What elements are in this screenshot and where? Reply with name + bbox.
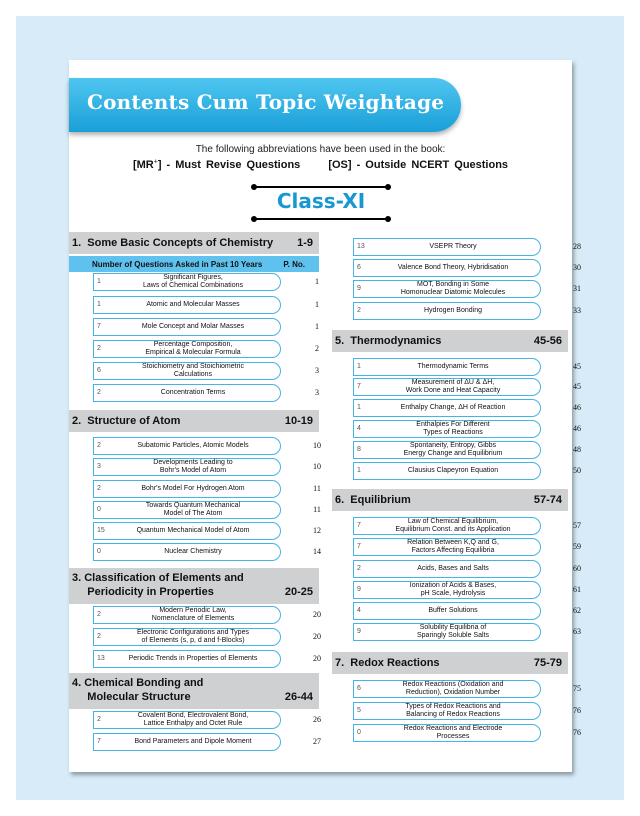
question-count: 4 bbox=[357, 607, 361, 614]
topic-title: Acids, Bases and Salts bbox=[417, 565, 489, 572]
topic-title: Towards Quantum Mechanical Model of The Atom bbox=[145, 502, 241, 517]
topic-title: Law of Chemical Equilibrium, Equilibrium Const. and its Application bbox=[395, 518, 511, 533]
page-number: 10 bbox=[313, 441, 321, 450]
question-count: 5 bbox=[357, 707, 361, 714]
question-count: 2 bbox=[97, 716, 101, 723]
column-header-count: Number of Questions Asked in Past 10 Years bbox=[92, 260, 263, 269]
topic-title: MOT, Bonding in Some Homonuclear Diatomic Molecules bbox=[400, 281, 506, 296]
topic-pill bbox=[93, 628, 281, 646]
title-banner bbox=[69, 78, 461, 132]
topic-title: Developments Leading to Bohr's Model of Atom bbox=[153, 459, 233, 474]
question-count: 1 bbox=[357, 467, 361, 474]
abbreviations-intro: The following abbreviations have been used in the book: bbox=[195, 144, 446, 155]
page-number: 76 bbox=[573, 706, 581, 715]
topic-title: Bohr's Model For Hydrogen Atom bbox=[141, 485, 245, 492]
topic-title: Buffer Solutions bbox=[428, 607, 478, 614]
question-count: 7 bbox=[357, 383, 361, 390]
topic-title: Stoichiometry and Stoichiometric Calculations bbox=[142, 363, 244, 378]
question-count: 7 bbox=[357, 522, 361, 529]
page-number: 62 bbox=[573, 606, 581, 615]
topic-pill bbox=[93, 650, 281, 668]
topic-pill bbox=[353, 602, 541, 620]
topic-row bbox=[353, 623, 593, 641]
topic-row bbox=[93, 628, 333, 646]
section-title: 2. Structure of Atom bbox=[72, 415, 181, 427]
topic-pill bbox=[353, 623, 541, 641]
question-count: 2 bbox=[97, 442, 101, 449]
question-count: 2 bbox=[97, 345, 101, 352]
topic-row bbox=[93, 384, 333, 402]
topic-row bbox=[93, 296, 333, 314]
page-number: 20 bbox=[313, 610, 321, 619]
question-count: 0 bbox=[357, 729, 361, 736]
topic-pill bbox=[93, 480, 281, 498]
topic-pill bbox=[93, 501, 281, 519]
topic-title: Relation Between K,Q and G, Factors Affecting Equilibria bbox=[407, 539, 499, 554]
question-count: 1 bbox=[357, 404, 361, 411]
topic-row bbox=[353, 724, 593, 742]
question-count: 13 bbox=[357, 243, 365, 250]
section-page-range: 1-9 bbox=[297, 237, 313, 249]
question-count: 2 bbox=[97, 611, 101, 618]
topic-row bbox=[353, 538, 593, 556]
topic-pill bbox=[353, 399, 541, 417]
topic-pill bbox=[93, 458, 281, 476]
abbreviations-list bbox=[69, 158, 572, 171]
topic-title: Nuclear Chemistry bbox=[164, 548, 222, 555]
page-number: 14 bbox=[313, 547, 321, 556]
topic-row bbox=[353, 420, 593, 438]
topic-row bbox=[93, 606, 333, 624]
topic-pill bbox=[353, 238, 541, 256]
question-count: 2 bbox=[97, 389, 101, 396]
topic-pill bbox=[353, 302, 541, 320]
page-number: 30 bbox=[573, 263, 581, 272]
topic-row bbox=[353, 680, 593, 698]
topic-title: Significant Figures, Laws of Chemical Combinations bbox=[143, 274, 243, 289]
topic-pill bbox=[353, 680, 541, 698]
abbr-os: [OS] - Outside NCERT Questions bbox=[328, 158, 509, 171]
page-number: 45 bbox=[573, 382, 581, 391]
page-number: 59 bbox=[573, 542, 581, 551]
question-count: 9 bbox=[357, 628, 361, 635]
topic-row bbox=[353, 358, 593, 376]
topic-pill bbox=[353, 538, 541, 556]
topic-title: Valence Bond Theory, Hybridisation bbox=[397, 264, 509, 271]
topic-pill bbox=[93, 296, 281, 314]
topic-row bbox=[353, 581, 593, 599]
topic-row bbox=[93, 543, 333, 561]
topic-row bbox=[353, 378, 593, 396]
divider-bottom bbox=[254, 218, 388, 220]
topic-title: Redox Reactions (Oxidation and Reduction), Oxidation Number bbox=[402, 681, 504, 696]
question-count: 15 bbox=[97, 527, 105, 534]
topic-row bbox=[353, 399, 593, 417]
topic-pill bbox=[353, 462, 541, 480]
topic-pill bbox=[353, 702, 541, 720]
topic-pill bbox=[353, 280, 541, 298]
contents-page bbox=[69, 60, 581, 772]
topic-title: Clausius Clapeyron Equation bbox=[407, 467, 499, 474]
divider-top bbox=[254, 186, 388, 188]
topic-row bbox=[353, 702, 593, 720]
column-header-page: P. No. bbox=[283, 260, 305, 269]
topic-pill bbox=[353, 358, 541, 376]
topic-row bbox=[93, 711, 333, 729]
topic-row bbox=[353, 238, 593, 256]
page-number: 10 bbox=[313, 462, 321, 471]
topic-pill bbox=[93, 522, 281, 540]
page-number: 20 bbox=[313, 654, 321, 663]
topic-row bbox=[353, 560, 593, 578]
page-number: 26 bbox=[313, 715, 321, 724]
page-number: 33 bbox=[573, 306, 581, 315]
topic-title: Bond Parameters and Dipole Moment bbox=[134, 738, 252, 745]
section-page-range: 75-79 bbox=[533, 657, 562, 669]
question-count: 0 bbox=[97, 506, 101, 513]
section-title: 6. Equilibrium bbox=[335, 494, 411, 506]
question-count: 4 bbox=[357, 425, 361, 432]
question-count: 9 bbox=[357, 586, 361, 593]
page-number: 3 bbox=[315, 388, 319, 397]
topic-row bbox=[93, 437, 333, 455]
class-title: Class-XI bbox=[276, 189, 366, 213]
topic-row bbox=[353, 259, 593, 277]
topic-row bbox=[93, 501, 333, 519]
topic-pill bbox=[93, 340, 281, 358]
topic-row bbox=[353, 302, 593, 320]
page-number: 60 bbox=[573, 564, 581, 573]
topic-pill bbox=[93, 437, 281, 455]
page-number: 75 bbox=[573, 684, 581, 693]
page-number: 2 bbox=[315, 344, 319, 353]
question-count: 6 bbox=[357, 264, 361, 271]
topic-row bbox=[93, 733, 333, 751]
page-number: 45 bbox=[573, 362, 581, 371]
section-header bbox=[332, 489, 568, 511]
section-page-range: 20-25 bbox=[284, 586, 313, 598]
page-number: 63 bbox=[573, 627, 581, 636]
topic-pill bbox=[353, 517, 541, 535]
page-number: 50 bbox=[573, 466, 581, 475]
topic-pill bbox=[93, 711, 281, 729]
topic-title: Ionization of Acids & Bases, pH Scale, Hydrolysis bbox=[409, 582, 497, 597]
page-number: 3 bbox=[315, 366, 319, 375]
question-count: 7 bbox=[97, 738, 101, 745]
abbr-mr: [MR+] - Must Revise Questions bbox=[132, 158, 301, 171]
topic-title: Mole Concept and Molar Masses bbox=[141, 323, 245, 330]
section-title: 1. Some Basic Concepts of Chemistry bbox=[72, 237, 274, 249]
page-number: 31 bbox=[573, 284, 581, 293]
question-count: 2 bbox=[357, 307, 361, 314]
topic-pill bbox=[93, 606, 281, 624]
page-number: 12 bbox=[313, 526, 321, 535]
page-number: 11 bbox=[313, 505, 321, 514]
topic-row bbox=[93, 480, 333, 498]
question-count: 9 bbox=[357, 285, 361, 292]
topic-title: Modern Periodic Law, Nomenclature of Elements bbox=[151, 607, 235, 622]
page-number: 76 bbox=[573, 728, 581, 737]
topic-title: Percentage Composition, Empirical & Molecular Formula bbox=[145, 341, 241, 356]
topic-title: Redox Reactions and Electrode Processes bbox=[403, 725, 503, 740]
question-count: 2 bbox=[357, 565, 361, 572]
question-count: 8 bbox=[357, 446, 361, 453]
topic-title: Measurement of ΔU & ΔH, Work Done and Heat Capacity bbox=[405, 379, 501, 394]
topic-title: Enthalpy Change, ΔH of Reaction bbox=[400, 404, 506, 411]
section-header bbox=[69, 410, 319, 432]
topic-title: Covalent Bond, Electrovalent Bond, Lattice Enthalpy and Octet Rule bbox=[137, 712, 249, 727]
page-number: 57 bbox=[573, 521, 581, 530]
page-number: 1 bbox=[315, 277, 319, 286]
topic-title: Periodic Trends in Properties of Elements bbox=[128, 655, 258, 662]
topic-title: Spontaneity, Entropy, Gibbs Energy Change and Equilibrium bbox=[403, 442, 503, 457]
question-count: 13 bbox=[97, 655, 105, 662]
topic-pill bbox=[93, 543, 281, 561]
topic-pill bbox=[353, 420, 541, 438]
question-count: 2 bbox=[97, 633, 101, 640]
page-number: 61 bbox=[573, 585, 581, 594]
question-count: 3 bbox=[97, 463, 101, 470]
question-count: 0 bbox=[97, 548, 101, 555]
topic-row bbox=[93, 340, 333, 358]
page-title: Contents Cum Topic Weightage bbox=[87, 90, 445, 114]
section-header bbox=[69, 673, 319, 709]
topic-pill bbox=[353, 441, 541, 459]
section-page-range: 45-56 bbox=[533, 335, 562, 347]
topic-title: Solubility Equilibria of Sparingly Soluble Salts bbox=[417, 624, 489, 639]
topic-title: Electronic Configurations and Types of Elements (s, p, d and f-Blocks) bbox=[137, 629, 249, 644]
page-number: 46 bbox=[573, 403, 581, 412]
topic-pill bbox=[353, 581, 541, 599]
topic-title: Quantum Mechanical Model of Atom bbox=[136, 527, 250, 534]
topic-pill bbox=[353, 724, 541, 742]
topic-row bbox=[353, 462, 593, 480]
topic-title: Types of Redox Reactions and Balancing of Redox Reactions bbox=[405, 703, 501, 718]
question-count: 7 bbox=[357, 543, 361, 550]
question-count: 2 bbox=[97, 485, 101, 492]
section-header bbox=[332, 652, 568, 674]
topic-pill bbox=[93, 318, 281, 336]
topic-pill bbox=[93, 273, 281, 291]
topic-pill bbox=[93, 362, 281, 380]
section-title: 3. Classification of Elements and Periodicity in Properties bbox=[72, 572, 244, 598]
section-title: 4. Chemical Bonding and Molecular Structure bbox=[72, 677, 204, 703]
topic-title: Atomic and Molecular Masses bbox=[146, 301, 240, 308]
topic-row bbox=[93, 458, 333, 476]
section-header bbox=[69, 568, 319, 604]
topic-row bbox=[93, 522, 333, 540]
topic-row bbox=[353, 441, 593, 459]
question-count: 1 bbox=[97, 301, 101, 308]
topic-row bbox=[93, 362, 333, 380]
topic-title: VSEPR Theory bbox=[429, 243, 477, 250]
page-number: 27 bbox=[313, 737, 321, 746]
topic-row bbox=[93, 273, 333, 291]
section-title: 7. Redox Reactions bbox=[335, 657, 440, 669]
topic-row bbox=[93, 650, 333, 668]
page-number: 11 bbox=[313, 484, 321, 493]
page-number: 48 bbox=[573, 445, 581, 454]
topic-pill bbox=[93, 733, 281, 751]
question-count: 1 bbox=[97, 278, 101, 285]
topic-pill bbox=[93, 384, 281, 402]
topic-title: Subatomic Particles, Atomic Models bbox=[137, 442, 249, 449]
section-page-range: 26-44 bbox=[284, 691, 313, 703]
topic-row bbox=[353, 280, 593, 298]
topic-title: Enthalpies For Different Types of Reactions bbox=[416, 421, 490, 436]
topic-row bbox=[353, 517, 593, 535]
page-number: 1 bbox=[315, 300, 319, 309]
topic-title: Concentration Terms bbox=[160, 389, 226, 396]
section-header bbox=[69, 232, 319, 254]
topic-pill bbox=[353, 560, 541, 578]
topic-pill bbox=[353, 378, 541, 396]
page-number: 46 bbox=[573, 424, 581, 433]
topic-title: Hydrogen Bonding bbox=[424, 307, 482, 314]
question-count: 6 bbox=[357, 685, 361, 692]
topic-row bbox=[93, 318, 333, 336]
topic-row bbox=[353, 602, 593, 620]
topic-title: Thermodynamic Terms bbox=[417, 363, 489, 370]
question-count: 1 bbox=[357, 363, 361, 370]
page-number: 1 bbox=[315, 322, 319, 331]
section-page-range: 10-19 bbox=[284, 415, 313, 427]
section-title: 5. Thermodynamics bbox=[335, 335, 442, 347]
page-number: 28 bbox=[573, 242, 581, 251]
question-count: 6 bbox=[97, 367, 101, 374]
section-page-range: 57-74 bbox=[533, 494, 562, 506]
column-header bbox=[69, 256, 319, 272]
topic-pill bbox=[353, 259, 541, 277]
section-header bbox=[332, 330, 568, 352]
question-count: 7 bbox=[97, 323, 101, 330]
page-number: 20 bbox=[313, 632, 321, 641]
